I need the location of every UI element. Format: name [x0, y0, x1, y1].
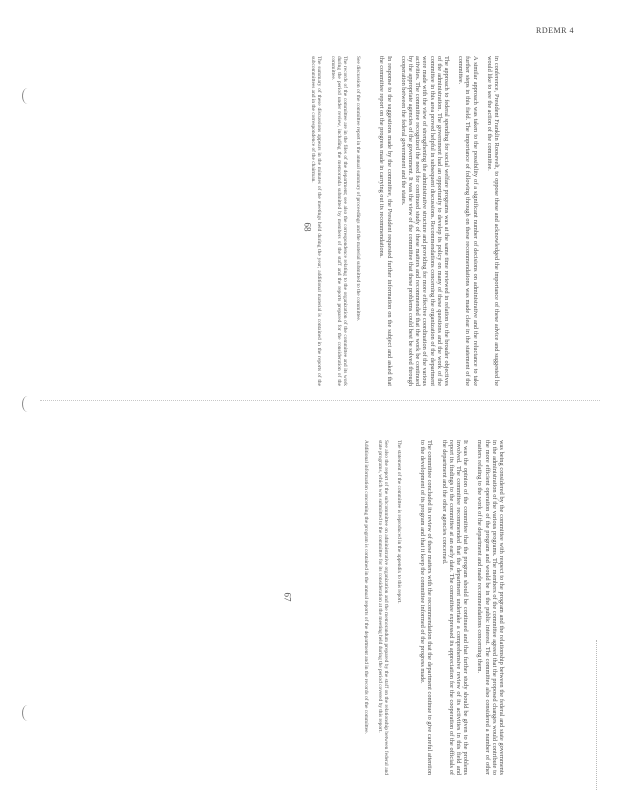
footnote: The records of the committee are in the files of the department; see also the correspondence relating to the organization of the committee and its work during the period under review, including the memoranda submitted by members of the staff and the reports prepared for the consideration of the committee.	[329, 56, 348, 386]
binder-hole-bottom	[22, 705, 33, 721]
page-fold-line	[40, 400, 600, 401]
binder-hole-middle	[22, 396, 33, 412]
upper-page-body	[310, 56, 500, 386]
paragraph: in conference, President Franklin Roosevelt, to oppose these and acknowledged the importance of these advice and suggested he would like to see the action of the committee.	[485, 56, 500, 386]
page-number: 67	[282, 592, 293, 602]
paragraph: A similar approach was taken to the possibility of a significant number of decisions on administrative and the reluctance to take further steps in this field. The importance of following through on these recommendations was made clear in the statement of the committee.	[457, 56, 479, 386]
paragraph: was being considered by the committee with respect to the program and the relationship between the federal and state governments in the administration of the various programs. The members of the committee agreed that the proposed changes would contribute to the more efficient operation of the program and would be in the public interest. The committee also considered a number of other matters relating to the work of the department and made recommendations concerning them.	[476, 440, 505, 775]
page-number: 68	[302, 222, 313, 232]
lower-page	[75, 440, 505, 775]
binder-hole-top	[22, 88, 33, 104]
paragraph: It was the opinion of the committee that the program should be continued and that further study should be given to the problems involved. The committee recommended that the department undertake a comprehensive review of its activities in this field and report its findings to the committee at an early date. The committee expressed its appreciation for the cooperation of the officials of the department and the other agencies concerned.	[440, 440, 470, 775]
paragraph: In response to the suggestions made by the committee, the President requested further information on the subject and asked that the committee report on the progress made in carrying out its recommendations.	[378, 56, 393, 386]
footnote: See discussion of the committee report in the annual summary of proceedings and the material submitted to the committee.	[355, 56, 362, 322]
upper-page	[102, 56, 500, 386]
page-edge-dots	[596, 640, 597, 790]
footnote: The statement of the committee is reproduced in the appendix to this report.	[395, 440, 402, 604]
lower-page-body	[363, 440, 505, 775]
document-id: RDEMR 4	[536, 26, 574, 35]
footnote: Additional information concerning the program is contained in the annual reports of the department and in the records of the committee.	[363, 440, 370, 734]
footnote: See also the report of the subcommittee on administrative organization and the memorandum prepared by the staff on the relationship between federal and state programs, which was submitted to the committee for its consideration at the meeting held during the period covered by this report.	[376, 440, 389, 775]
paragraph: The committee concluded its review of these matters with the recommendation that the department continue to give careful attention to the development of its program and that it keep the committee informed of the progress made.	[419, 440, 434, 775]
paragraph: The approach to federal spending for social welfare programs was at the same time reviewed in relation to the broader objectives of the administration. The government had an opportunity to develop its policy on many of these questions and the work of the committee in this area proved helpful in subsequent discussions. Recommendations concerning the organization of the department were made with the view of strengthening the administrative structure and providing for more effective coordination of the various activities. The committee recognized the need for continued study of these matters and recommended that the work be continued by the appropriate agencies of the government. It was the view of the committee that these problems could best be solved through cooperation between the federal government and the states.	[399, 56, 450, 386]
footnote: The summary of these discussions appears in the minutes of the meetings held during the year; additional material is contained in the reports of the subcommittees and in the correspondence of the chairman.	[310, 56, 323, 386]
